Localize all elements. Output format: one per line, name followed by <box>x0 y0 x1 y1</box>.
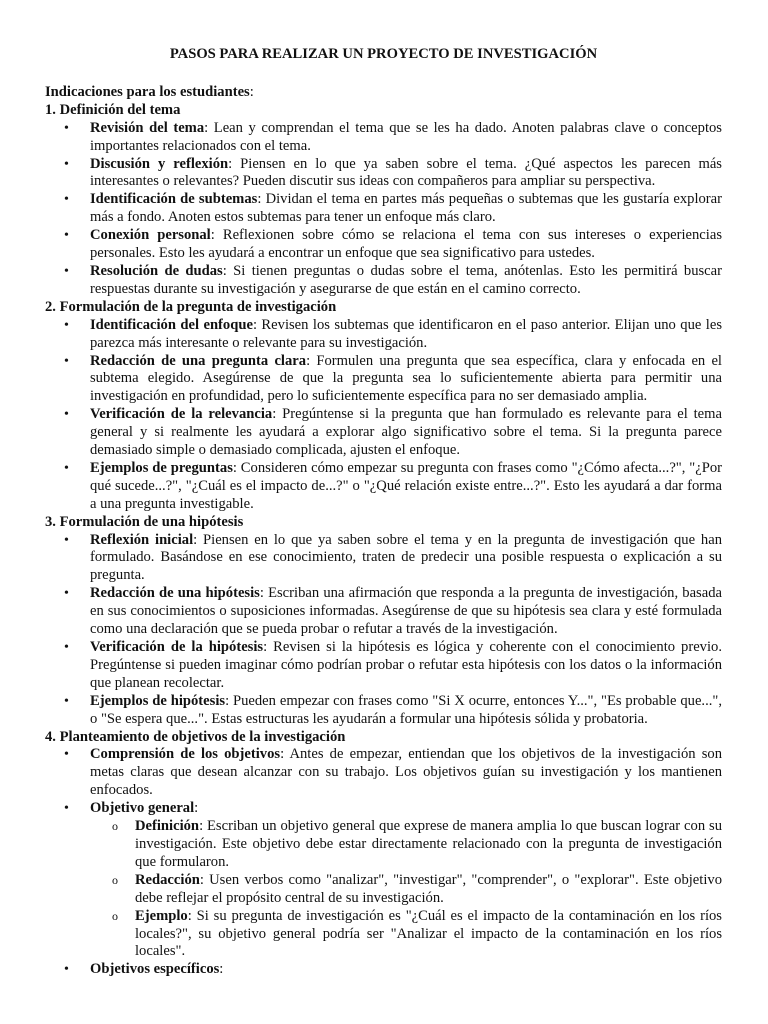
item-label: Ejemplos de preguntas <box>90 459 233 476</box>
bullet-list <box>45 746 722 979</box>
document-page <box>45 46 722 979</box>
item-label: Redacción de una pregunta clara <box>90 352 307 369</box>
item-text: : Dividan el tema en partes más pequeñas o subtemas que les gustaría explorar más a fondo. Anoten estos subtemas para tener un enfoque más claro. <box>90 191 722 226</box>
item-text: : Escriban un objetivo general que exprese de manera amplia lo que buscan lograr con su investigación. Este objetivo debe estar directamente relacionado con la pregunta de investigación que formularon. <box>135 818 722 870</box>
item-label: Conexión personal <box>90 227 211 244</box>
item-text: : Reflexionen sobre cómo se relaciona el tema con sus intereses o experiencias personales. Esto les ayudará a encontrar un enfoque que sea significativo para ustedes. <box>90 227 722 262</box>
sections-container <box>45 102 722 979</box>
item-label: Ejemplos de hipótesis <box>90 692 226 709</box>
list-item <box>45 353 722 407</box>
item-text: : Formulen una pregunta que sea específica, clara y enfocada en el subtema elegido. Asegúrense de que la pregunta sea lo suficientemente abierta para permitir una investigación en profundidad, pero lo suficientemente específica para no ser demasiado amplia. <box>90 352 722 405</box>
document-title: PASOS PARA REALIZAR UN PROYECTO DE INVESTIGACIÓN <box>169 46 598 62</box>
item-text: : Usen verbos como "analizar", "investigar", "comprender", o "explorar". Este objetivo debe reflejar el propósito central de su investigación. <box>135 871 722 906</box>
list-item <box>45 120 722 156</box>
item-text: : Consideren cómo empezar su pregunta con frases como "¿Cómo afecta...?", "¿Por qué sucede...?", "¿Cuál es el impacto de...?" o "¿Qué relación existe entre...?". Esto les ayudará a dar forma a una pregunta investigable. <box>90 459 722 512</box>
item-text: : Revisen si la hipótesis es lógica y coherente con el conocimiento previo. Pregúntense si pueden imaginar cómo podrían probar o refutar esta hipótesis con los datos o la información que planean recolectar. <box>90 639 722 691</box>
bullet-list <box>45 120 722 299</box>
list-item <box>45 191 722 227</box>
list-item <box>45 693 722 729</box>
item-label: Identificación de subtemas <box>90 191 258 208</box>
item-text: : Pregúntense si la pregunta que han formulado es relevante para el tema general y si realmente les ayudará a explorar algo significativo sobre el tema. Si la pregunta parece demasiado simple o demasiado complicada, ajusten el enfoque. <box>90 406 722 459</box>
list-item <box>45 585 722 639</box>
item-label: Objetivos específicos <box>90 961 220 978</box>
intro-colon: : <box>249 83 254 100</box>
list-item <box>45 532 722 586</box>
item-label: Objetivo general <box>90 800 195 817</box>
item-label: Discusión y reflexión <box>90 155 229 172</box>
list-item <box>45 746 722 800</box>
section-heading: 1. Definición del tema <box>45 101 181 118</box>
section-heading: 4. Planteamiento de objetivos de la investigación <box>45 728 346 745</box>
item-text: : Lean y comprendan el tema que se les ha dado. Anoten palabras clave o conceptos importantes relacionados con el tema. <box>90 119 722 154</box>
item-label: Definición <box>135 818 200 835</box>
list-item <box>45 460 722 514</box>
list-item <box>45 800 722 961</box>
intro-label: Indicaciones para los estudiantes <box>45 83 250 100</box>
list-item <box>45 406 722 460</box>
item-label: Reflexión inicial <box>90 531 194 548</box>
list-item <box>45 263 722 299</box>
bullet-list <box>45 317 722 514</box>
item-text: : <box>194 800 199 817</box>
item-text: : Escriban una afirmación que responda a la pregunta de investigación, basada en sus conocimientos o suposiciones informadas. Asegúrense de que su hipótesis sea clara y esté formulada como una declaración que se pueda probar o refutar a través de la investigación. <box>90 585 722 638</box>
section-heading: 3. Formulación de una hipótesis <box>45 513 244 530</box>
item-text: : Piensen en lo que ya saben sobre el tema. ¿Qué aspectos les parecen más interesantes o relevantes? Pueden discutir sus ideas con compañeros para ampliar su perspectiva. <box>90 155 722 190</box>
item-text: : Revisen los subtemas que identificaron en el paso anterior. Elijan uno que les parezca más interesante o relevante para su investigación. <box>90 316 723 351</box>
list-item <box>45 227 722 263</box>
list-item <box>45 639 722 693</box>
item-text: : Pueden empezar con frases como "Si X ocurre, entonces Y...", "Es probable que...", o "Se espera que...". Estas estructuras les ayudarán a formular una hipótesis sólida y probatoria. <box>90 692 722 727</box>
item-label: Revisión del tema <box>90 119 205 136</box>
sub-list-item <box>90 872 722 908</box>
list-item <box>45 156 722 192</box>
item-label: Ejemplo <box>135 907 188 924</box>
sub-list <box>90 818 722 961</box>
sub-list-item <box>90 818 722 872</box>
item-label: Redacción <box>135 871 200 888</box>
list-item <box>45 317 722 353</box>
item-text: : Si tienen preguntas o dudas sobre el tema, anótenlas. Esto les permitirá buscar respuestas durante su investigación y asegurarse de que están en el camino correcto. <box>90 262 722 297</box>
list-item <box>45 961 722 979</box>
item-text: : <box>219 961 224 978</box>
sub-list-item <box>90 908 722 962</box>
item-label: Comprensión de los objetivos <box>90 746 281 763</box>
item-label: Verificación de la hipótesis <box>90 639 264 655</box>
item-label: Verificación de la relevancia <box>90 406 273 423</box>
intro-line <box>45 84 722 102</box>
bullet-list <box>45 532 722 729</box>
item-label: Redacción de una hipótesis <box>90 585 260 602</box>
item-label: Resolución de dudas <box>90 262 223 279</box>
item-text: : Piensen en lo que ya saben sobre el tema y en la pregunta de investigación que han formulado. Basándose en ese conocimiento, traten de predecir una posible respuesta o explicación a su pregunta. <box>90 531 722 584</box>
item-text: : Antes de empezar, entiendan que los objetivos de la investigación son metas claras que desean alcanzar con su trabajo. Los objetivos guían su investigación y los mantienen enfocados. <box>90 746 722 799</box>
item-text: : Si su pregunta de investigación es "¿Cuál es el impacto de la contaminación en los ríos locales?", su objetivo general podría ser "Analizar el impacto de la contaminación en los ríos locales". <box>135 907 722 960</box>
section-heading: 2. Formulación de la pregunta de investigación <box>45 298 337 315</box>
item-label: Identificación del enfoque <box>90 316 253 333</box>
